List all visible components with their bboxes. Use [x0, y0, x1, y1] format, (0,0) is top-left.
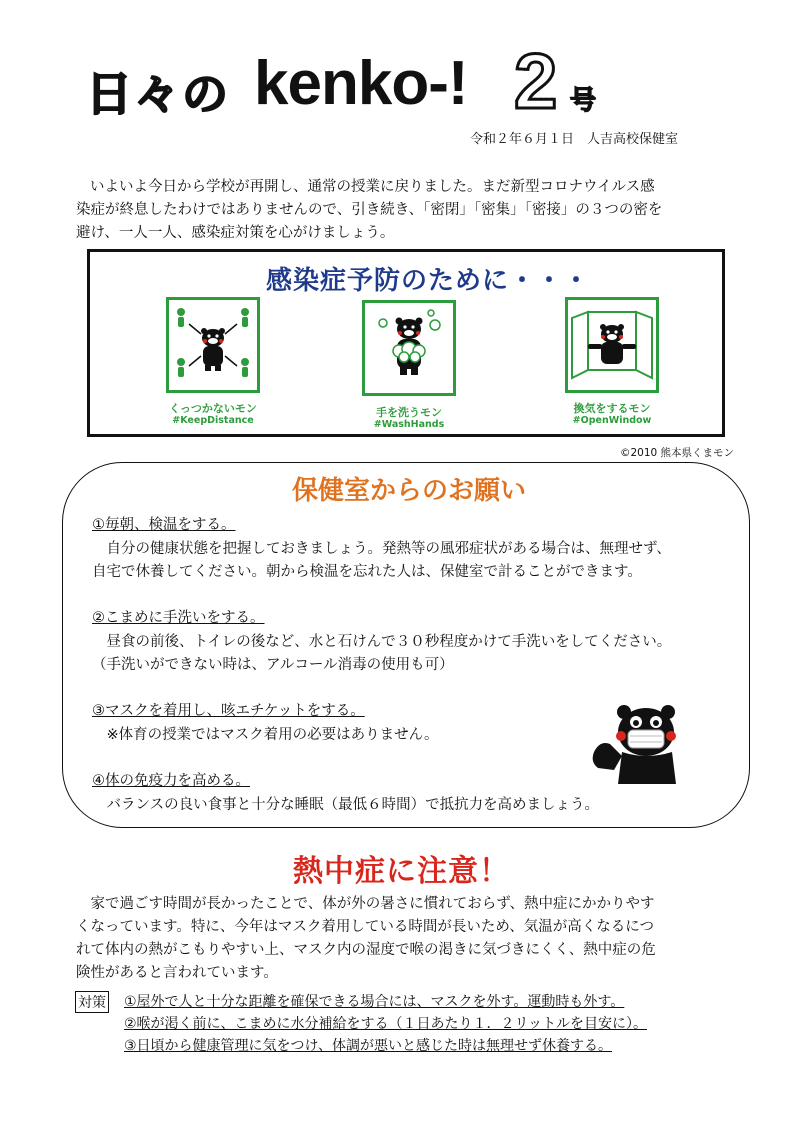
intro-line: いよいよ今日から学校が再開し、通常の授業に戻りました。まだ新型コロナウイルス感	[90, 179, 655, 195]
request-item	[92, 606, 732, 677]
image-credit: ©2010 熊本県くまモン	[620, 447, 735, 459]
wash-hands-card	[362, 300, 456, 396]
intro-paragraph	[76, 176, 726, 245]
heatstroke-line: れて体内の熱がこもりやすい上、マスク内の湿度で喉の渇きに気づきにくく、熱中症の危	[76, 942, 656, 958]
title-main: kenko-!	[254, 49, 468, 118]
measure-item: ③日頃から健康管理に気をつけ、体調が悪いと感じた時は無理せず休養する。	[124, 1038, 612, 1054]
intro-line: 避け、一人一人、感染症対策を心がけましょう。	[76, 225, 395, 241]
heatstroke-title: 熱中症に注意！	[293, 854, 510, 889]
measures-list	[124, 991, 744, 1057]
prevention-panel	[87, 249, 725, 437]
request-item-body: （手洗いができない時は、アルコール消毒の使用も可）	[92, 657, 454, 673]
kumamon-mask-illustration	[588, 700, 688, 784]
heatstroke-line: くなっています。特に、今年はマスク着用している時間が長いため、気温が高くなるにつ	[76, 919, 654, 935]
request-item-body: バランスの良い食事と十分な睡眠（最低６時間）で抵抗力を高めましょう。	[92, 797, 600, 813]
wash-hands-caption: 手を洗うモン	[376, 406, 442, 419]
request-item-body: 昼食の前後、トイレの後など、水と石けんで３０秒程度かけて手洗いをしてください。	[92, 634, 672, 650]
measure-item: ②喉が渇く前に、こまめに水分補給をする（１日あたり１．２リットルを目安に）。	[124, 1016, 647, 1032]
measure-item: ①屋外で人と十分な距離を確保できる場合には、マスクを外す。運動時も外す。	[124, 994, 625, 1010]
newsletter-title	[86, 37, 646, 125]
keep-distance-card	[166, 297, 260, 393]
request-item-head: ②こまめに手洗いをする。	[92, 610, 265, 626]
request-item-head: ④体の免疫力を高める。	[92, 773, 250, 789]
issue-number: 2	[514, 37, 558, 125]
keep-distance-icon	[169, 300, 257, 390]
open-window-card	[565, 297, 659, 393]
open-window-icon	[568, 300, 656, 390]
title-prefix: 日々の	[86, 67, 230, 121]
request-item	[92, 513, 732, 584]
request-title: 保健室からのお願い	[286, 470, 532, 507]
open-window-tag: #OpenWindow	[572, 415, 652, 426]
keep-distance-caption: くっつかないモン	[169, 402, 257, 415]
title-suffix: 号	[570, 86, 597, 116]
date-line: 令和２年６月１日 人吉高校保健室	[470, 132, 679, 147]
heatstroke-line: 険性があると言われています。	[76, 965, 278, 981]
request-item-body: ※体育の授業ではマスク着用の必要はありません。	[92, 727, 439, 743]
wash-hands-tag: #WashHands	[373, 419, 445, 430]
request-item-body: 自分の健康状態を把握しておきましょう。発熱等の風邪症状がある場合は、無理せず、	[92, 541, 671, 557]
request-item-head: ①毎朝、検温をする。	[92, 517, 236, 533]
open-window-caption: 換気をするモン	[573, 402, 651, 415]
wash-hands-icon	[365, 303, 453, 393]
request-item-head: ③マスクを着用し、咳エチケットをする。	[92, 703, 365, 719]
heatstroke-line: 家で過ごす時間が長かったことで、体が外の暑さに慣れておらず、熱中症にかかりやす	[76, 896, 655, 912]
heatstroke-paragraph	[76, 893, 732, 985]
keep-distance-tag: #KeepDistance	[172, 415, 254, 426]
intro-line: 染症が終息したわけではありませんので、引き続き、「密閉」「密集」「密接」の３つの密を	[76, 202, 663, 218]
measures-label: 対策	[75, 991, 109, 1013]
prevention-title: 感染症予防のために・・・	[266, 266, 591, 296]
request-item-body: 自宅で休養してください。朝から検温を忘れた人は、保健室で計ることができます。	[92, 564, 642, 580]
